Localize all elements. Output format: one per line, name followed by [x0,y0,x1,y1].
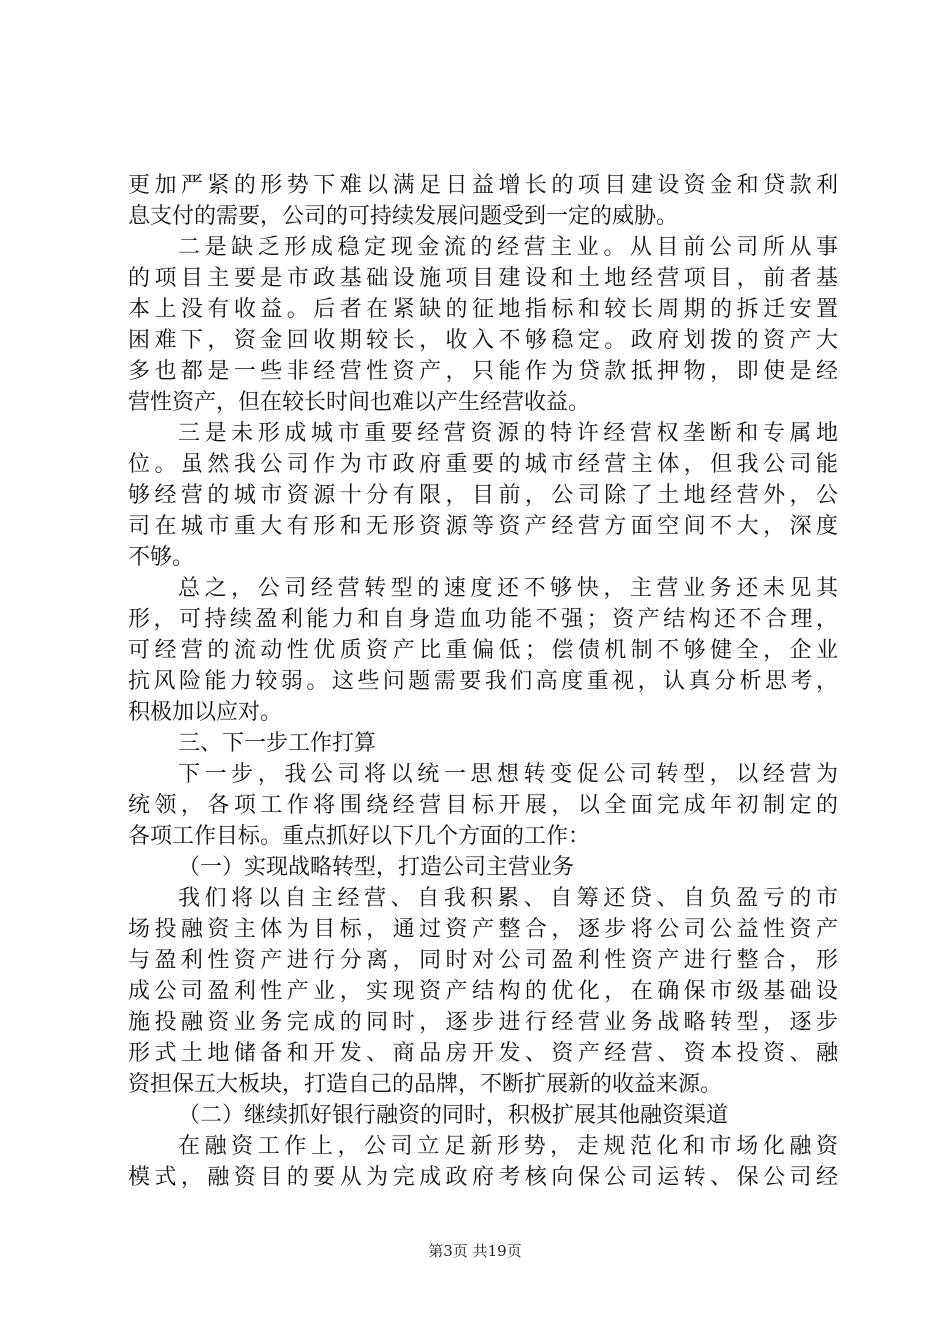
text-line: 本上没有收益。后者在紧缺的征地指标和较长周期的拆迁安置 [128,297,838,322]
text-line: 困难下，资金回收期较长，收入不够稳定。政府划拨的资产大 [128,328,838,353]
text-line: 息支付的需要，公司的可持续发展问题受到一定的威胁。 [128,204,679,229]
text-line: 形，可持续盈利能力和自身造血功能不强；资产结构还不合理， [128,607,838,632]
text-line: 资担保五大板块，打造自己的品牌，不断扩展新的收益来源。 [128,1072,723,1097]
text-line: 司在城市重大有形和无形资源等资产经营方面空间不大，深度 [128,514,838,539]
text-line: 在融资工作上，公司立足新形势，走规范化和市场化融资 [178,1134,838,1159]
text-line: 三是未形成城市重要经营资源的特许经营权垄断和专属地 [178,421,838,446]
text-line: 三、下一步工作打算 [178,731,377,756]
text-line: 统领，各项工作将围绕经营目标开展，以全面完成年初制定的 [128,793,838,818]
text-line: 多也都是一些非经营性资产，只能作为贷款抵押物，即使是经 [128,359,838,384]
text-line: 模式，融资目的要从为完成政府考核向保公司运转、保公司经 [128,1165,838,1190]
page-footer: 第3页 共19页 [428,1242,522,1260]
text-line: 与盈利性资产进行分离，同时对公司盈利性资产进行整合，形 [128,948,838,973]
text-line: 更加严紧的形势下难以满足日益增长的项目建设资金和贷款利 [128,173,838,198]
text-line: 总之，公司经营转型的速度还不够快，主营业务还未见其 [178,576,838,601]
text-line: 抗风险能力较弱。这些问题需要我们高度重视，认真分析思考， [128,669,838,694]
text-line: 积极加以应对。 [128,700,283,725]
text-line: 二是缺乏形成稳定现金流的经营主业。从目前公司所从事 [178,235,838,260]
text-line: 可经营的流动性优质资产比重偏低；偿债机制不够健全，企业 [128,638,838,663]
text-line: （一）实现战略转型，打造公司主营业务 [178,855,575,880]
text-line: 下一步，我公司将以统一思想转变促公司转型，以经营为 [178,762,838,787]
text-line: 形式土地储备和开发、商品房开发、资产经营、资本投资、融 [128,1041,838,1066]
text-line: 场投融资主体为目标，通过资产整合，逐步将公司公益性资产 [128,917,838,942]
text-line: 施投融资业务完成的同时，逐步进行经营业务战略转型，逐步 [128,1010,838,1035]
text-line: 的项目主要是市政基础设施项目建设和土地经营项目，前者基 [128,266,838,291]
text-line: （二）继续抓好银行融资的同时，积极扩展其他融资渠道 [178,1103,729,1128]
text-line: 各项工作目标。重点抓好以下几个方面的工作： [128,824,591,849]
text-line: 够经营的城市资源十分有限，目前，公司除了土地经营外，公 [128,483,838,508]
text-line: 营性资产，但在较长时间也难以产生经营收益。 [128,390,591,415]
text-line: 成公司盈利性产业，实现资产结构的优化，在确保市级基础设 [128,979,838,1004]
document-body [128,170,838,1193]
text-line: 不够。 [128,545,195,570]
text-line: 位。虽然我公司作为市政府重要的城市经营主体，但我公司能 [128,452,838,477]
text-line: 我们将以自主经营、自我积累、自筹还贷、自负盈亏的市 [178,886,838,911]
